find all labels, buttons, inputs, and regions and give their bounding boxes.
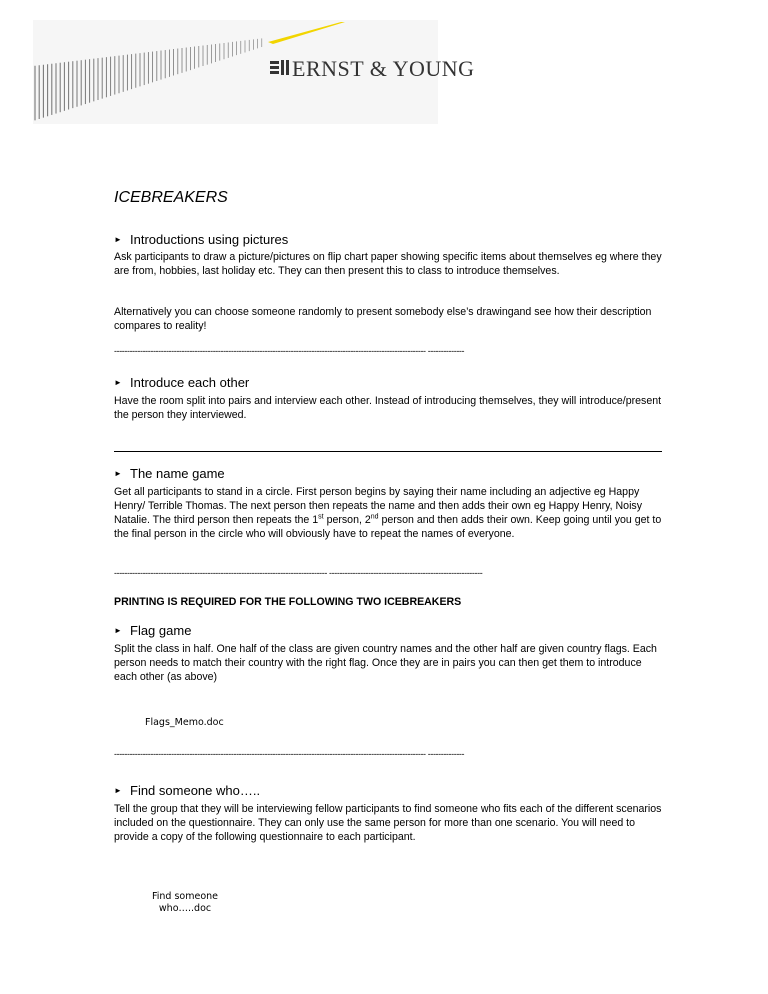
ey-logo-icon [270,60,290,76]
heading-introductions [114,232,288,247]
superscript: nd [370,513,379,521]
paragraph: Tell the group that they will be interviewing fellow participants to find someone who fits each of the different scenarios included on the questionnaire. They can only use the same person for more than one scenario. You will need to provide a copy of the following questionnaire to each participant. [114,803,662,843]
paragraph [114,485,664,541]
paragraph: Split the class in half. One half of the class are given country names and the other half are given country flags. Each person needs to match their country with the right flag. Once they are in pairs you can then get them to introduce each other (as above) [114,643,657,683]
paragraph: Ask participants to draw a picture/pictures on flip chart paper showing specific items about themselves eg where they are from, hobbies, last holiday etc. They can then present this to class to introduce themselves. [114,251,662,277]
heading-text: Introductions using pictures [130,232,289,247]
horizontal-rule [114,451,662,452]
attached-file-flags-memo[interactable]: Flags_Memo.doc [145,717,224,728]
logo-text: ERNST & YOUNG [292,56,475,81]
file-label-line: Find someone [152,891,219,902]
bullet-icon: ► [114,786,122,795]
heading-flag-game [114,623,191,638]
paragraph: Alternatively you can choose someone randomly to present somebody else’s drawingand see how their description compares to reality! [114,306,652,332]
bullet-icon: ► [114,235,122,244]
dashed-separator: ------------------------------------------------------------------------------------------------------------------------ -------------- [114,749,465,759]
text-run: person, 2 [323,514,371,526]
dashed-separator: ------------------------------------------------------------------------------------------------------------------------ -------------- [114,346,465,356]
heading-name-game [114,466,225,481]
printing-notice: PRINTING IS REQUIRED FOR THE FOLLOWING TWO ICEBREAKERS [114,596,462,608]
heading-introduce-each-other [114,375,249,390]
text-run: Get all participants to stand in a circle. First person begins by saying their name including an adjective eg Happy Henry/ Terrible Thomas. The next person then repeats the name and then adds their own eg Happy Henry, Noisy Natalie. The third person then repeats the 1 [114,486,643,526]
logo-beam [268,22,345,44]
heading-find-someone [114,783,260,798]
dashed-separator: ---------------------------------------------------------------------------------- ----------------------------------------------------------- [114,568,483,578]
paragraph: Have the room split into pairs and interview each other. Instead of introducing themselves, they will introduce/present the person they interviewed. [114,395,662,421]
text-run: person and then adds their own. Keep going until you get to the final person in the circle who will obviously have to repeat the names of everyone. [114,514,662,540]
heading-text: Find someone who….. [130,783,261,798]
bullet-icon: ► [114,626,122,635]
page-title: ICEBREAKERS [114,189,228,206]
file-label-line: who…..doc [158,903,212,914]
heading-text: The name game [130,466,225,481]
bullet-icon: ► [114,378,122,387]
heading-text: Flag game [130,623,192,638]
attached-file-find-someone[interactable] [152,891,218,915]
heading-text: Introduce each other [130,375,250,390]
bullet-icon: ► [114,469,122,478]
superscript: st [318,513,324,521]
